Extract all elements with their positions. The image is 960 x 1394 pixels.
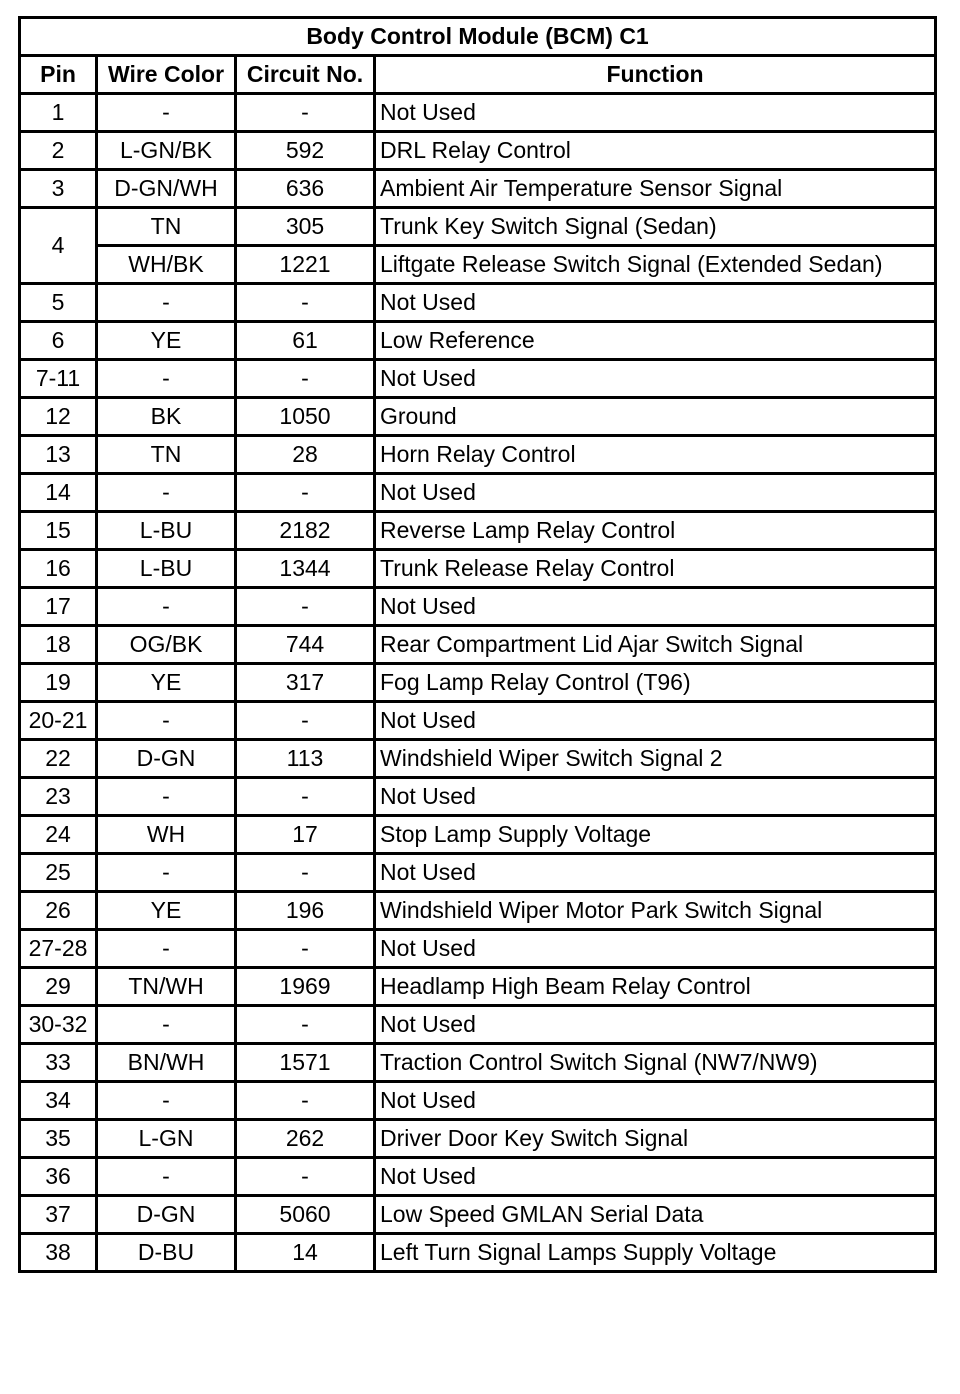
wire-color-cell: L-GN/BK xyxy=(97,132,236,170)
wire-color-cell: YE xyxy=(97,892,236,930)
function-cell: Windshield Wiper Motor Park Switch Signal xyxy=(375,892,936,930)
function-cell: Not Used xyxy=(375,1006,936,1044)
wire-color-cell: L-BU xyxy=(97,512,236,550)
circuit-number-cell: 636 xyxy=(236,170,375,208)
table-row xyxy=(20,1006,936,1044)
function-cell: Not Used xyxy=(375,474,936,512)
table-row xyxy=(20,930,936,968)
circuit-number-cell: - xyxy=(236,1006,375,1044)
circuit-number-cell: 14 xyxy=(236,1234,375,1272)
wire-color-cell: - xyxy=(97,94,236,132)
table-row xyxy=(20,588,936,626)
function-cell: Stop Lamp Supply Voltage xyxy=(375,816,936,854)
function-cell: Low Speed GMLAN Serial Data xyxy=(375,1196,936,1234)
pin-cell: 6 xyxy=(20,322,97,360)
table-row xyxy=(20,398,936,436)
function-cell: Not Used xyxy=(375,778,936,816)
pin-cell: 17 xyxy=(20,588,97,626)
function-cell: Windshield Wiper Switch Signal 2 xyxy=(375,740,936,778)
function-cell: Left Turn Signal Lamps Supply Voltage xyxy=(375,1234,936,1272)
table-row xyxy=(20,94,936,132)
function-cell: Trunk Release Relay Control xyxy=(375,550,936,588)
pin-cell: 38 xyxy=(20,1234,97,1272)
circuit-number-cell: - xyxy=(236,284,375,322)
function-cell: Trunk Key Switch Signal (Sedan) xyxy=(375,208,936,246)
wire-color-cell: - xyxy=(97,702,236,740)
table-row xyxy=(20,816,936,854)
pin-cell: 7-11 xyxy=(20,360,97,398)
wire-color-cell: BN/WH xyxy=(97,1044,236,1082)
pin-cell: 5 xyxy=(20,284,97,322)
pin-cell: 12 xyxy=(20,398,97,436)
wire-color-cell: - xyxy=(97,854,236,892)
function-cell: Not Used xyxy=(375,94,936,132)
function-cell: Not Used xyxy=(375,1158,936,1196)
table-row xyxy=(20,512,936,550)
wire-color-cell: - xyxy=(97,360,236,398)
wire-color-cell: WH xyxy=(97,816,236,854)
wire-color-cell: D-GN xyxy=(97,1196,236,1234)
table-row xyxy=(20,132,936,170)
circuit-number-cell: - xyxy=(236,778,375,816)
wire-color-cell: BK xyxy=(97,398,236,436)
wire-color-cell: YE xyxy=(97,322,236,360)
table-row xyxy=(20,436,936,474)
table-row xyxy=(20,1196,936,1234)
circuit-number-cell: 744 xyxy=(236,626,375,664)
circuit-number-cell: - xyxy=(236,930,375,968)
function-cell: Horn Relay Control xyxy=(375,436,936,474)
circuit-number-cell: - xyxy=(236,702,375,740)
function-cell: Ground xyxy=(375,398,936,436)
wire-color-cell: L-GN xyxy=(97,1120,236,1158)
pin-cell: 22 xyxy=(20,740,97,778)
function-cell: Rear Compartment Lid Ajar Switch Signal xyxy=(375,626,936,664)
circuit-number-cell: 1969 xyxy=(236,968,375,1006)
pin-cell: 1 xyxy=(20,94,97,132)
function-cell: Reverse Lamp Relay Control xyxy=(375,512,936,550)
table-row xyxy=(20,284,936,322)
circuit-number-cell: - xyxy=(236,854,375,892)
function-cell: Driver Door Key Switch Signal xyxy=(375,1120,936,1158)
table-row xyxy=(20,1120,936,1158)
table-row xyxy=(20,664,936,702)
function-cell: Not Used xyxy=(375,702,936,740)
table-row xyxy=(20,550,936,588)
wire-color-cell: - xyxy=(97,1158,236,1196)
circuit-number-cell: - xyxy=(236,474,375,512)
wire-color-cell: - xyxy=(97,1006,236,1044)
function-cell: Not Used xyxy=(375,588,936,626)
wire-color-cell: - xyxy=(97,474,236,512)
circuit-number-cell: - xyxy=(236,1082,375,1120)
wire-color-cell: TN/WH xyxy=(97,968,236,1006)
wire-color-cell: D-GN xyxy=(97,740,236,778)
pin-cell: 13 xyxy=(20,436,97,474)
circuit-number-cell: 305 xyxy=(236,208,375,246)
table-row xyxy=(20,626,936,664)
pin-cell: 30-32 xyxy=(20,1006,97,1044)
function-cell: Traction Control Switch Signal (NW7/NW9) xyxy=(375,1044,936,1082)
wire-color-cell: WH/BK xyxy=(97,246,236,284)
function-cell: Headlamp High Beam Relay Control xyxy=(375,968,936,1006)
wire-color-cell: - xyxy=(97,778,236,816)
circuit-number-cell: 592 xyxy=(236,132,375,170)
table-row xyxy=(20,474,936,512)
pin-cell: 36 xyxy=(20,1158,97,1196)
pin-cell: 2 xyxy=(20,132,97,170)
pin-cell: 35 xyxy=(20,1120,97,1158)
circuit-number-cell: 262 xyxy=(236,1120,375,1158)
pin-cell: 19 xyxy=(20,664,97,702)
pin-cell: 27-28 xyxy=(20,930,97,968)
table-row xyxy=(20,854,936,892)
wire-color-cell: D-GN/WH xyxy=(97,170,236,208)
table-row xyxy=(20,170,936,208)
pin-cell: 18 xyxy=(20,626,97,664)
table-title: Body Control Module (BCM) C1 xyxy=(20,18,936,56)
pin-cell: 15 xyxy=(20,512,97,550)
table-row xyxy=(20,246,936,284)
function-cell: Fog Lamp Relay Control (T96) xyxy=(375,664,936,702)
circuit-number-cell: 1344 xyxy=(236,550,375,588)
pin-cell: 34 xyxy=(20,1082,97,1120)
header-function: Function xyxy=(375,56,936,94)
circuit-number-cell: 1221 xyxy=(236,246,375,284)
circuit-number-cell: 17 xyxy=(236,816,375,854)
function-cell: Not Used xyxy=(375,930,936,968)
function-cell: DRL Relay Control xyxy=(375,132,936,170)
table-row xyxy=(20,1234,936,1272)
header-circuit-no: Circuit No. xyxy=(236,56,375,94)
pin-cell: 37 xyxy=(20,1196,97,1234)
function-cell: Low Reference xyxy=(375,322,936,360)
function-cell: Ambient Air Temperature Sensor Signal xyxy=(375,170,936,208)
pin-cell: 25 xyxy=(20,854,97,892)
function-cell: Not Used xyxy=(375,284,936,322)
pin-cell: 29 xyxy=(20,968,97,1006)
table-row xyxy=(20,208,936,246)
header-wire-color: Wire Color xyxy=(97,56,236,94)
circuit-number-cell: 317 xyxy=(236,664,375,702)
table-row xyxy=(20,322,936,360)
function-cell: Not Used xyxy=(375,360,936,398)
pin-cell: 33 xyxy=(20,1044,97,1082)
table-row xyxy=(20,360,936,398)
circuit-number-cell: 196 xyxy=(236,892,375,930)
pin-cell: 3 xyxy=(20,170,97,208)
table-row xyxy=(20,1082,936,1120)
circuit-number-cell: - xyxy=(236,360,375,398)
pin-cell: 26 xyxy=(20,892,97,930)
circuit-number-cell: 28 xyxy=(236,436,375,474)
pin-cell: 20-21 xyxy=(20,702,97,740)
wire-color-cell: OG/BK xyxy=(97,626,236,664)
bcm-connector-table xyxy=(18,16,937,1273)
wire-color-cell: L-BU xyxy=(97,550,236,588)
table-row xyxy=(20,1044,936,1082)
pin-cell: 14 xyxy=(20,474,97,512)
table-row xyxy=(20,1158,936,1196)
wire-color-cell: TN xyxy=(97,436,236,474)
circuit-number-cell: 5060 xyxy=(236,1196,375,1234)
wire-color-cell: - xyxy=(97,284,236,322)
wire-color-cell: - xyxy=(97,1082,236,1120)
table-row xyxy=(20,892,936,930)
function-cell: Not Used xyxy=(375,1082,936,1120)
wire-color-cell: D-BU xyxy=(97,1234,236,1272)
header-row xyxy=(20,56,936,94)
pin-cell: 23 xyxy=(20,778,97,816)
function-cell: Liftgate Release Switch Signal (Extended Sedan) xyxy=(375,246,936,284)
header-pin: Pin xyxy=(20,56,97,94)
circuit-number-cell: - xyxy=(236,1158,375,1196)
circuit-number-cell: 113 xyxy=(236,740,375,778)
circuit-number-cell: 2182 xyxy=(236,512,375,550)
table-row xyxy=(20,778,936,816)
table-row xyxy=(20,740,936,778)
wire-color-cell: TN xyxy=(97,208,236,246)
title-row xyxy=(20,18,936,56)
wire-color-cell: YE xyxy=(97,664,236,702)
table-row xyxy=(20,702,936,740)
circuit-number-cell: 61 xyxy=(236,322,375,360)
circuit-number-cell: 1050 xyxy=(236,398,375,436)
circuit-number-cell: 1571 xyxy=(236,1044,375,1082)
wire-color-cell: - xyxy=(97,930,236,968)
pin-cell: 16 xyxy=(20,550,97,588)
circuit-number-cell: - xyxy=(236,94,375,132)
pin-cell: 4 xyxy=(20,208,97,284)
circuit-number-cell: - xyxy=(236,588,375,626)
wire-color-cell: - xyxy=(97,588,236,626)
table-row xyxy=(20,968,936,1006)
pin-cell: 24 xyxy=(20,816,97,854)
function-cell: Not Used xyxy=(375,854,936,892)
